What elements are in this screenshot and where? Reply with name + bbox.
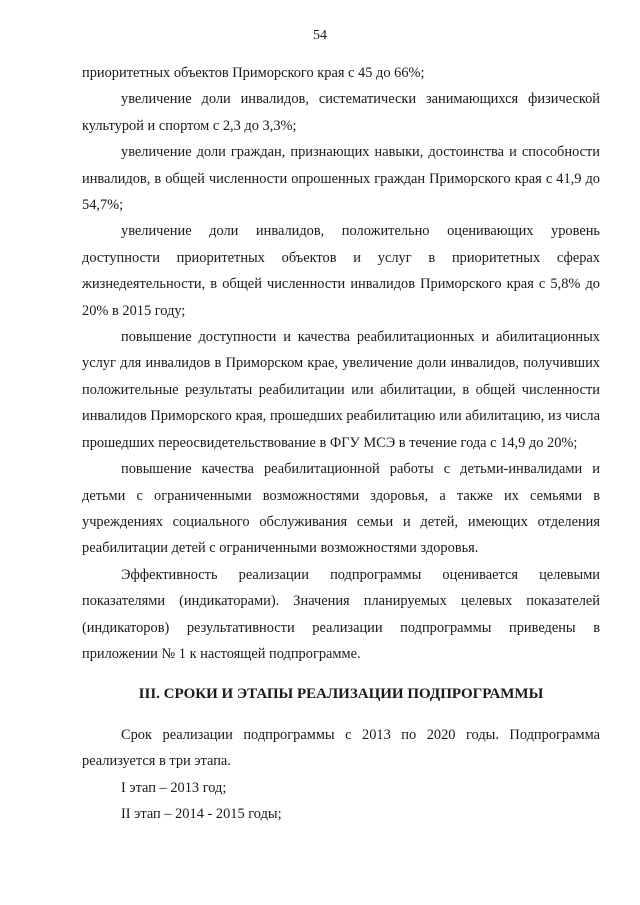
page-content (82, 60, 600, 827)
paragraph-2: увеличение доли инвалидов, систематически занимающихся физической культурой и спортом с 2,3 до 3,3%; (82, 91, 600, 134)
paragraph-4: увеличение доли инвалидов, положительно оценивающих уровень доступности приоритетных объектов и услуг в приоритетных сферах жизнедеятельности, в общей численности инвалидов Приморского края с 5,8% до 20% в 2015 году; (82, 223, 600, 319)
paragraph-8: Срок реализации подпрограммы с 2013 по 2020 годы. Подпрограмма реализуется в три этапа. (82, 726, 600, 770)
paragraph-3: увеличение доли граждан, признающих навыки, достоинства и способности инвалидов, в общей численности опрошенных граждан Приморского края с 41,9 до 54,7%; (82, 144, 600, 214)
paragraph-5: повышение доступности и качества реабилитационных и абилитационных услуг для инвалидов в Приморском крае, увеличение доли инвалидов, получивших положительные результаты реабилитации или абилитации, в общей численности инвалидов Приморского края, прошедших реабилитацию или абилитацию, из числа прошедших переосвидетельствование в ФГУ МСЭ в течение года с 14,9 до 20%; (82, 329, 600, 451)
paragraph-6: повышение качества реабилитационной работы с детьми-инвалидами и детьми с ограниченными возможностями здоровья, а также их семьями в учреждениях социального обслуживания семьи и детей, имеющих отделения реабилитации детей с ограниченными возможностями здоровья. (82, 461, 600, 557)
section-heading: III. СРОКИ И ЭТАПЫ РЕАЛИЗАЦИИ ПОДПРОГРАММЫ (138, 686, 544, 703)
paragraph-1: приоритетных объектов Приморского края с 45 до 66%; (82, 65, 425, 81)
page-number: 54 (313, 28, 327, 43)
paragraph-7: Эффективность реализации подпрограммы оценивается целевыми показателями (индикаторами). Значения планируемых целевых показателей (индикаторов) результативности реализации подпрограммы приведены в приложении № 1 к настоящей подпрограмме. (82, 566, 600, 662)
stage-item-2: II этап – 2014 - 2015 годы; (121, 805, 282, 822)
stage-item-1: I этап – 2013 год; (121, 779, 227, 796)
